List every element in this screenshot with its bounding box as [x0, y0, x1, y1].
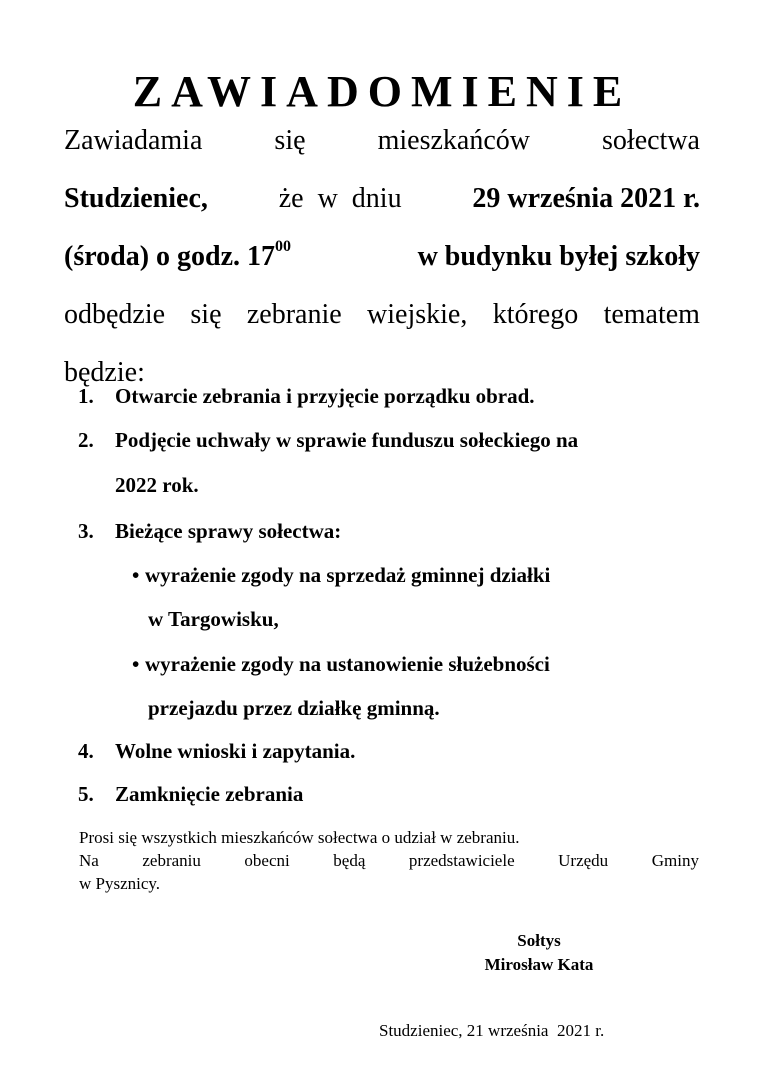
- agenda-subitem-2: • wyrażenie zgody na ustanowienie służebności: [132, 652, 550, 676]
- intro-line-4: odbędzie się zebranie wiejskie, którego tematem: [64, 299, 700, 330]
- agenda-subitem-1-cont: w Targowisku,: [148, 607, 279, 631]
- place-and-date: Studzieniec, 21 września 2021 r.: [379, 1021, 605, 1040]
- intro-line-5: będzie:: [64, 357, 145, 388]
- meeting-place: w budynku byłej szkoły: [417, 241, 700, 272]
- signature-name: Mirosław Kata: [484, 955, 594, 974]
- footer-line-1: Prosi się wszystkich mieszkańców sołectwa o udział w zebraniu.: [79, 828, 520, 847]
- meeting-day-time: (środa) o godz. $17^{00}$: [64, 237, 292, 272]
- meeting-date: 29 września 2021 r.: [472, 183, 700, 214]
- signature-role: Sołtys: [517, 931, 561, 950]
- agenda-subitem-2-cont: przejazdu przez działkę gminną.: [148, 696, 440, 720]
- intro-line-3: [64, 228, 700, 286]
- bullet-icon: •: [132, 652, 140, 676]
- bullet-icon: •: [132, 563, 140, 587]
- village-name: Studzieniec,: [64, 183, 208, 214]
- intro-line-2: Studzieniec, że w dniu 29 września 2021 r.: [64, 170, 700, 228]
- agenda-subitem-1: • wyrażenie zgody na sprzedaż gminnej działki: [132, 563, 551, 587]
- footer-line-2: Na zebraniu obecni będą przedstawiciele Urzędu Gminy: [79, 851, 699, 870]
- notice-title: ZAWIADOMIENIE: [132, 67, 632, 116]
- intro-line-1: Zawiadamia się mieszkańców sołectwa: [64, 125, 700, 156]
- notice-page: ZAWIADOMIENIE Zawiadamia się mieszkańców sołectwa Studzieniec, że w dniu 29 września 2021 r. (środa) o godz. $17^{00}$ w budynku byłej szkoły odbędzie się zebranie wiejskie, którego tematem będzie: 1. Otwarcie zebrania i przyjęcie porządku obrad. 2. Podjęcie uchwały w sprawie funduszu sołeckiego na 2022 rok. 3. Bieżące sprawy sołectwa: • wyrażenie zgody na sprzedaż gminnej działki w Targowisku, • wyrażenie zgody na ustanowienie służebności przejazdu przez działkę gminną. 4. Wolne wnioski i zapytania. 5. Zamknięcie zebrania Prosi się wszystkich mieszkańców sołectwa o udział w zebraniu. Na zebraniu obecni będą przedstawiciele Urzędu Gminy w Pysznicy. Sołtys Mirosław Kata Studzieniec, 21 września 2021 r.: [0, 0, 764, 1080]
- signature-block: [472, 929, 606, 977]
- notice-intro: [64, 112, 700, 402]
- notice-footer: [79, 826, 699, 895]
- footer-line-3: w Pysznicy.: [79, 874, 161, 893]
